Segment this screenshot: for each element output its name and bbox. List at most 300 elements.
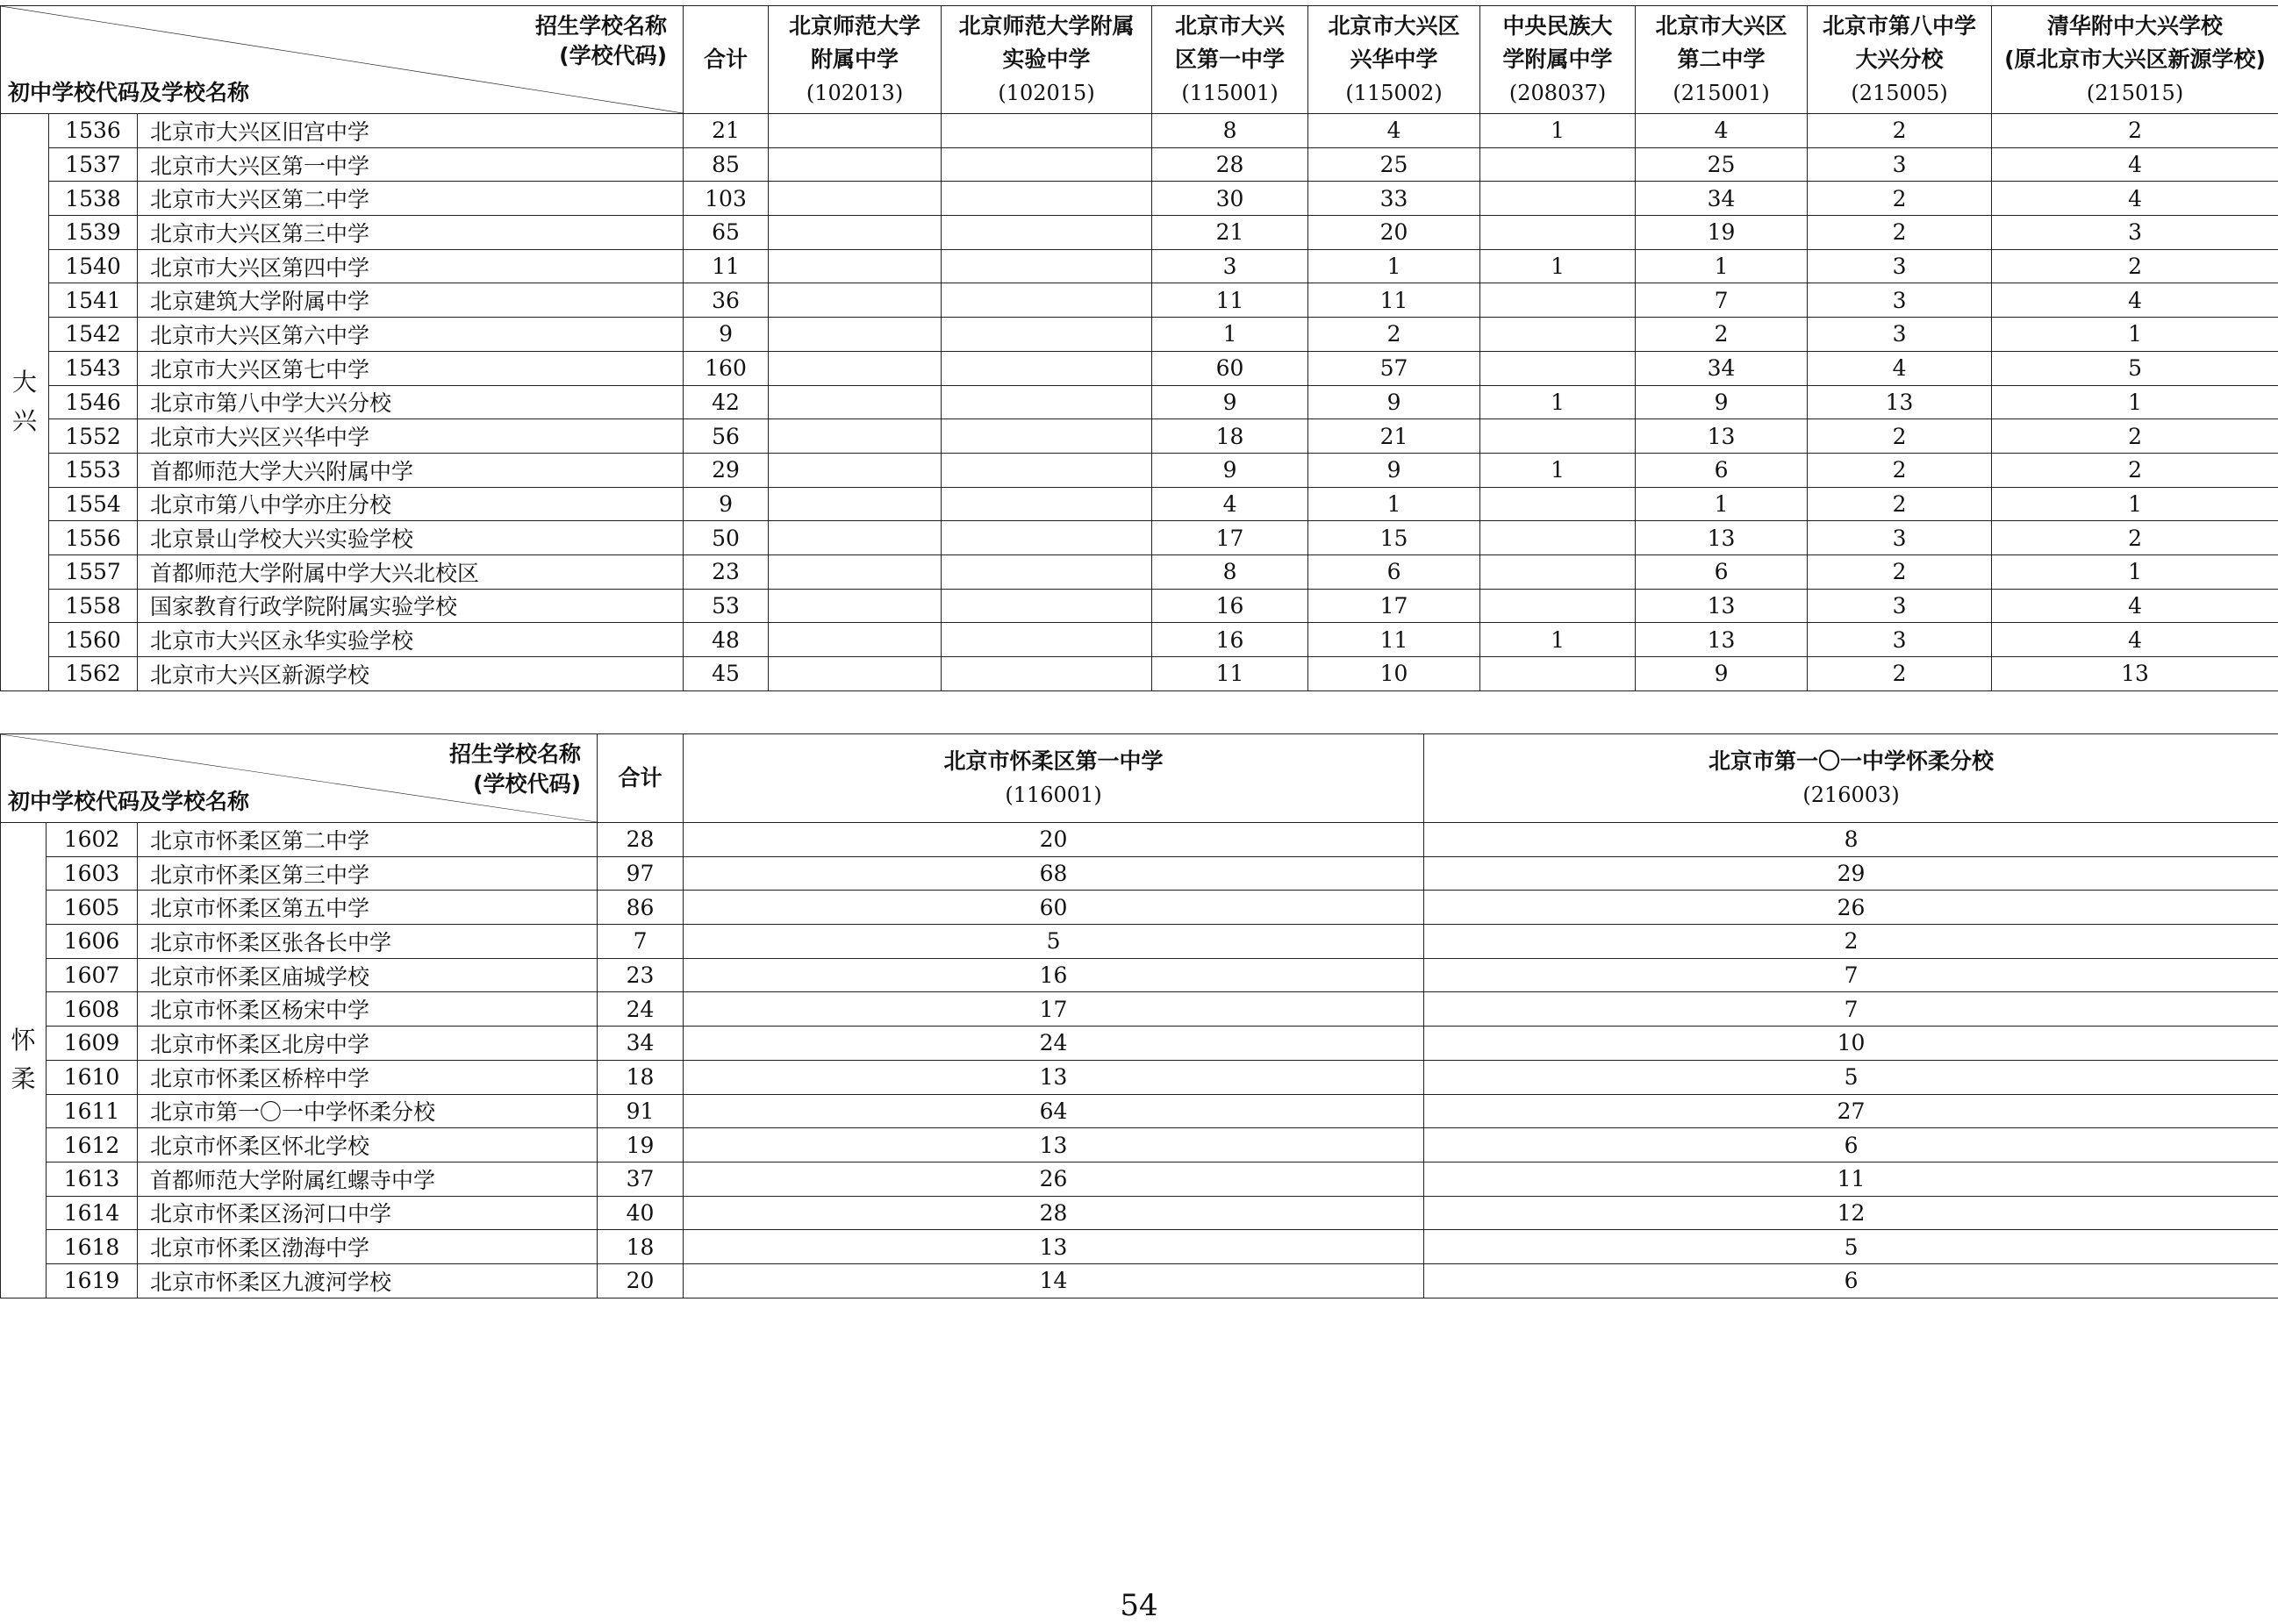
school-name-line: 第二中学 bbox=[1677, 47, 1766, 72]
quota-cell: 4 bbox=[1636, 114, 1808, 148]
school-code-cell: 1539 bbox=[49, 216, 138, 250]
school-name-line: 北京师范大学 bbox=[789, 13, 921, 39]
quota-cell: 3 bbox=[1808, 147, 1992, 182]
total-cell: 24 bbox=[598, 992, 684, 1027]
school-name-line: 清华附中大兴学校 bbox=[2047, 13, 2224, 39]
table-row bbox=[1, 1027, 2278, 1061]
school-name-line: 大兴分校 bbox=[1855, 47, 1944, 72]
school-column-header bbox=[1308, 6, 1480, 114]
quota-cell: 1 bbox=[1480, 249, 1636, 283]
quota-cell: 1 bbox=[1992, 385, 2278, 419]
school-code-cell: 1562 bbox=[49, 657, 138, 691]
quota-cell bbox=[769, 283, 942, 318]
school-name-cell: 北京市怀柔区张各长中学 bbox=[138, 925, 598, 959]
district-char: 怀 bbox=[11, 1026, 36, 1055]
quota-cell: 7 bbox=[1424, 958, 2278, 992]
quota-cell: 4 bbox=[1992, 589, 2278, 623]
quota-cell: 2 bbox=[1808, 487, 1992, 521]
quota-cell bbox=[769, 487, 942, 521]
quota-cell: 4 bbox=[1992, 182, 2278, 216]
total-cell: 65 bbox=[684, 216, 769, 250]
school-name-cell: 北京市大兴区第三中学 bbox=[138, 216, 684, 250]
quota-cell bbox=[942, 318, 1152, 352]
quota-cell: 11 bbox=[1308, 623, 1480, 657]
school-name-cell: 北京市怀柔区汤河口中学 bbox=[138, 1196, 598, 1230]
quota-cell bbox=[942, 453, 1152, 487]
quota-cell: 13 bbox=[1992, 657, 2278, 691]
total-cell: 42 bbox=[684, 385, 769, 419]
school-name-cell: 北京市怀柔区杨宋中学 bbox=[138, 992, 598, 1027]
quota-cell: 34 bbox=[1636, 182, 1808, 216]
quota-cell bbox=[769, 657, 942, 691]
quota-cell: 2 bbox=[1992, 114, 2278, 148]
school-name-cell: 北京市怀柔区九渡河学校 bbox=[138, 1263, 598, 1298]
quota-cell: 16 bbox=[684, 958, 1424, 992]
school-name-line: 附属中学 bbox=[811, 47, 899, 72]
quota-cell: 25 bbox=[1308, 147, 1480, 182]
table-row bbox=[1, 249, 2278, 283]
quota-cell: 7 bbox=[1636, 283, 1808, 318]
school-code: (102015) bbox=[998, 81, 1095, 105]
table-header-row bbox=[1, 734, 2278, 823]
quota-cell: 17 bbox=[1308, 589, 1480, 623]
quota-cell: 13 bbox=[1636, 521, 1808, 555]
quota-cell bbox=[769, 318, 942, 352]
quota-cell bbox=[942, 521, 1152, 555]
school-code-cell: 1618 bbox=[47, 1230, 138, 1264]
quota-cell: 3 bbox=[1808, 283, 1992, 318]
total-cell: 9 bbox=[684, 487, 769, 521]
quota-cell: 21 bbox=[1308, 419, 1480, 454]
total-cell: 86 bbox=[598, 891, 684, 925]
school-name-cell: 北京市大兴区旧宫中学 bbox=[138, 114, 684, 148]
school-name-line: 实验中学 bbox=[1002, 47, 1091, 72]
quota-cell bbox=[942, 554, 1152, 589]
table-row bbox=[1, 216, 2278, 250]
quota-cell: 17 bbox=[684, 992, 1424, 1027]
total-cell: 91 bbox=[598, 1094, 684, 1128]
school-name-cell: 首都师范大学大兴附属中学 bbox=[138, 453, 684, 487]
quota-cell: 9 bbox=[1308, 453, 1480, 487]
table-row bbox=[1, 823, 2278, 857]
quota-cell bbox=[942, 657, 1152, 691]
quota-cell: 4 bbox=[1308, 114, 1480, 148]
school-name-cell: 北京市怀柔区怀北学校 bbox=[138, 1128, 598, 1163]
quota-cell: 7 bbox=[1424, 992, 2278, 1027]
school-name-cell: 北京市第一〇一中学怀柔分校 bbox=[138, 1094, 598, 1128]
quota-cell bbox=[942, 589, 1152, 623]
total-cell: 50 bbox=[684, 521, 769, 555]
school-code-cell: 1613 bbox=[47, 1162, 138, 1196]
quota-cell: 3 bbox=[1808, 249, 1992, 283]
total-cell: 85 bbox=[684, 147, 769, 182]
table-row bbox=[1, 554, 2278, 589]
table-row bbox=[1, 1094, 2278, 1128]
quota-cell: 3 bbox=[1808, 589, 1992, 623]
school-name-line: 中央民族大 bbox=[1502, 13, 1613, 39]
quota-cell bbox=[942, 283, 1152, 318]
table-row bbox=[1, 891, 2278, 925]
school-code-cell: 1558 bbox=[49, 589, 138, 623]
school-code-cell: 1543 bbox=[49, 351, 138, 385]
school-column-header bbox=[1992, 6, 2278, 114]
quota-cell bbox=[942, 216, 1152, 250]
table-row bbox=[1, 1128, 2278, 1163]
quota-cell bbox=[942, 182, 1152, 216]
quota-cell: 3 bbox=[1992, 216, 2278, 250]
quota-cell: 10 bbox=[1424, 1027, 2278, 1061]
quota-cell bbox=[769, 147, 942, 182]
school-name-line: 北京市第八中学 bbox=[1823, 13, 1977, 39]
school-name-line: 北京市大兴区 bbox=[1655, 13, 1787, 39]
quota-cell bbox=[769, 216, 942, 250]
total-cell: 11 bbox=[684, 249, 769, 283]
school-name-cell: 北京市大兴区新源学校 bbox=[138, 657, 684, 691]
quota-cell: 6 bbox=[1636, 453, 1808, 487]
school-name-cell: 北京市大兴区第一中学 bbox=[138, 147, 684, 182]
total-cell: 29 bbox=[684, 453, 769, 487]
total-cell: 160 bbox=[684, 351, 769, 385]
school-name-line: 北京市大兴 bbox=[1175, 13, 1286, 39]
school-code: (216003) bbox=[1802, 783, 1900, 807]
school-code: (102013) bbox=[806, 81, 904, 105]
quota-cell bbox=[769, 182, 942, 216]
school-name-cell: 北京景山学校大兴实验学校 bbox=[138, 521, 684, 555]
quota-cell: 3 bbox=[1152, 249, 1308, 283]
district-char: 兴 bbox=[11, 406, 37, 436]
quota-cell: 64 bbox=[684, 1094, 1424, 1128]
quota-cell: 60 bbox=[684, 891, 1424, 925]
school-column-header bbox=[1808, 6, 1992, 114]
school-code: (115001) bbox=[1181, 81, 1279, 105]
quota-cell: 2 bbox=[1992, 249, 2278, 283]
school-code-cell: 1612 bbox=[47, 1128, 138, 1163]
school-code-cell: 1607 bbox=[47, 958, 138, 992]
table-row bbox=[1, 419, 2278, 454]
total-cell: 36 bbox=[684, 283, 769, 318]
school-name-cell: 北京市怀柔区桥梓中学 bbox=[138, 1060, 598, 1094]
quota-cell: 6 bbox=[1308, 554, 1480, 589]
table-row bbox=[1, 182, 2278, 216]
total-cell: 9 bbox=[684, 318, 769, 352]
quota-cell bbox=[942, 623, 1152, 657]
table-row bbox=[1, 856, 2278, 891]
total-header: 合计 bbox=[598, 734, 684, 823]
quota-cell: 33 bbox=[1308, 182, 1480, 216]
quota-cell: 26 bbox=[1424, 891, 2278, 925]
quota-cell: 3 bbox=[1808, 318, 1992, 352]
school-column-header bbox=[1152, 6, 1308, 114]
page-number: 54 bbox=[1120, 1588, 1158, 1623]
school-name-line: 北京师范大学附属 bbox=[958, 13, 1135, 39]
school-name-cell: 北京市大兴区第七中学 bbox=[138, 351, 684, 385]
quota-cell bbox=[1480, 147, 1636, 182]
corner-header bbox=[1, 6, 684, 114]
quota-cell bbox=[1480, 216, 1636, 250]
quota-cell bbox=[769, 453, 942, 487]
school-name-cell: 北京市大兴区第二中学 bbox=[138, 182, 684, 216]
quota-cell: 16 bbox=[1152, 589, 1308, 623]
school-column-header bbox=[1480, 6, 1636, 114]
school-code-cell: 1553 bbox=[49, 453, 138, 487]
table-row bbox=[1, 623, 2278, 657]
quota-cell: 11 bbox=[1152, 657, 1308, 691]
total-cell: 21 bbox=[684, 114, 769, 148]
school-code-cell: 1602 bbox=[47, 823, 138, 857]
school-name-line: 兴华中学 bbox=[1350, 47, 1438, 72]
quota-cell bbox=[769, 385, 942, 419]
quota-cell: 10 bbox=[1308, 657, 1480, 691]
school-code-cell: 1609 bbox=[47, 1027, 138, 1061]
total-cell: 20 bbox=[598, 1263, 684, 1298]
school-code-cell: 1554 bbox=[49, 487, 138, 521]
total-cell: 19 bbox=[598, 1128, 684, 1163]
table-row bbox=[1, 657, 2278, 691]
quota-cell: 1 bbox=[1480, 453, 1636, 487]
quota-cell: 1 bbox=[1636, 249, 1808, 283]
quota-cell: 28 bbox=[684, 1196, 1424, 1230]
total-header: 合计 bbox=[684, 6, 769, 114]
quota-cell bbox=[769, 419, 942, 454]
quota-cell: 1 bbox=[1636, 487, 1808, 521]
school-code-cell: 1552 bbox=[49, 419, 138, 454]
quota-cell: 9 bbox=[1636, 385, 1808, 419]
table-row bbox=[1, 1230, 2278, 1264]
table-row bbox=[1, 114, 2278, 148]
quota-cell: 13 bbox=[1636, 623, 1808, 657]
quota-cell: 1 bbox=[1480, 623, 1636, 657]
quota-cell: 13 bbox=[684, 1128, 1424, 1163]
school-code: (215015) bbox=[2086, 81, 2184, 105]
corner-top-label: 招生学校名称 (学校代码) bbox=[535, 13, 668, 68]
quota-cell: 2 bbox=[1808, 216, 1992, 250]
school-code-cell: 1541 bbox=[49, 283, 138, 318]
district-char: 柔 bbox=[11, 1064, 36, 1094]
table-row bbox=[1, 147, 2278, 182]
quota-cell: 13 bbox=[1636, 419, 1808, 454]
quota-cell: 13 bbox=[684, 1230, 1424, 1264]
table-row bbox=[1, 283, 2278, 318]
quota-cell: 11 bbox=[1308, 283, 1480, 318]
school-column-header bbox=[942, 6, 1152, 114]
quota-cell: 68 bbox=[684, 856, 1424, 891]
total-cell: 56 bbox=[684, 419, 769, 454]
school-name-cell: 北京市怀柔区庙城学校 bbox=[138, 958, 598, 992]
daxing-allocation-table bbox=[0, 5, 2278, 691]
quota-cell bbox=[769, 114, 942, 148]
school-code: (115002) bbox=[1345, 81, 1443, 105]
quota-cell: 4 bbox=[1152, 487, 1308, 521]
school-code-cell: 1536 bbox=[49, 114, 138, 148]
quota-cell: 18 bbox=[1152, 419, 1308, 454]
table-row bbox=[1, 1263, 2278, 1298]
quota-cell: 20 bbox=[684, 823, 1424, 857]
school-code-cell: 1537 bbox=[49, 147, 138, 182]
total-cell: 103 bbox=[684, 182, 769, 216]
quota-cell: 1 bbox=[1308, 249, 1480, 283]
quota-cell: 6 bbox=[1424, 1128, 2278, 1163]
quota-cell bbox=[1480, 589, 1636, 623]
huairou-allocation-table bbox=[0, 733, 2278, 1298]
total-cell: 7 bbox=[598, 925, 684, 959]
district-label bbox=[1, 823, 47, 1298]
total-cell: 40 bbox=[598, 1196, 684, 1230]
school-name-cell: 北京市怀柔区第三中学 bbox=[138, 856, 598, 891]
school-code-cell: 1546 bbox=[49, 385, 138, 419]
quota-cell: 57 bbox=[1308, 351, 1480, 385]
school-name-cell: 北京市大兴区第六中学 bbox=[138, 318, 684, 352]
quota-cell: 1 bbox=[1480, 114, 1636, 148]
total-cell: 48 bbox=[684, 623, 769, 657]
quota-cell: 9 bbox=[1308, 385, 1480, 419]
quota-cell bbox=[942, 351, 1152, 385]
quota-cell: 1 bbox=[1992, 487, 2278, 521]
quota-cell: 13 bbox=[1636, 589, 1808, 623]
table-row bbox=[1, 958, 2278, 992]
quota-cell: 16 bbox=[1152, 623, 1308, 657]
school-code-cell: 1538 bbox=[49, 182, 138, 216]
corner-bottom-label: 初中学校代码及学校名称 bbox=[8, 789, 250, 814]
quota-cell bbox=[769, 351, 942, 385]
quota-cell: 29 bbox=[1424, 856, 2278, 891]
school-name-cell: 北京市大兴区兴华中学 bbox=[138, 419, 684, 454]
school-code-cell: 1542 bbox=[49, 318, 138, 352]
quota-cell bbox=[1480, 487, 1636, 521]
school-name-cell: 首都师范大学附属红螺寺中学 bbox=[138, 1162, 598, 1196]
quota-cell: 2 bbox=[1308, 318, 1480, 352]
quota-cell: 24 bbox=[684, 1027, 1424, 1061]
total-cell: 45 bbox=[684, 657, 769, 691]
corner-header bbox=[1, 734, 598, 823]
quota-cell: 2 bbox=[1992, 419, 2278, 454]
quota-cell: 2 bbox=[1808, 453, 1992, 487]
quota-cell: 2 bbox=[1808, 554, 1992, 589]
school-code-cell: 1540 bbox=[49, 249, 138, 283]
quota-cell: 30 bbox=[1152, 182, 1308, 216]
table-row bbox=[1, 1196, 2278, 1230]
school-code-cell: 1614 bbox=[47, 1196, 138, 1230]
quota-cell bbox=[942, 487, 1152, 521]
quota-cell bbox=[942, 419, 1152, 454]
quota-cell: 8 bbox=[1424, 823, 2278, 857]
quota-cell: 28 bbox=[1152, 147, 1308, 182]
table-row bbox=[1, 351, 2278, 385]
quota-cell: 1 bbox=[1992, 554, 2278, 589]
quota-cell: 27 bbox=[1424, 1094, 2278, 1128]
school-code-cell: 1605 bbox=[47, 891, 138, 925]
quota-cell: 17 bbox=[1152, 521, 1308, 555]
table-row bbox=[1, 589, 2278, 623]
quota-cell: 21 bbox=[1152, 216, 1308, 250]
school-name-line: 学附属中学 bbox=[1502, 47, 1613, 72]
total-cell: 18 bbox=[598, 1060, 684, 1094]
table-row bbox=[1, 1060, 2278, 1094]
school-column-header bbox=[684, 734, 1424, 823]
school-code-cell: 1611 bbox=[47, 1094, 138, 1128]
quota-cell: 9 bbox=[1152, 453, 1308, 487]
school-name-line: 北京市第一〇一中学怀柔分校 bbox=[1708, 748, 1995, 774]
quota-cell: 2 bbox=[1808, 114, 1992, 148]
quota-cell: 4 bbox=[1992, 283, 2278, 318]
table-row bbox=[1, 925, 2278, 959]
quota-cell bbox=[1480, 283, 1636, 318]
quota-cell: 5 bbox=[1424, 1230, 2278, 1264]
quota-cell bbox=[1480, 657, 1636, 691]
school-name-cell: 北京市大兴区第四中学 bbox=[138, 249, 684, 283]
quota-cell: 2 bbox=[1992, 521, 2278, 555]
quota-cell: 15 bbox=[1308, 521, 1480, 555]
quota-cell: 5 bbox=[1992, 351, 2278, 385]
table-header-row bbox=[1, 6, 2278, 114]
school-name-line: 区第一中学 bbox=[1175, 47, 1286, 72]
quota-cell: 12 bbox=[1424, 1196, 2278, 1230]
quota-cell: 8 bbox=[1152, 554, 1308, 589]
quota-cell: 1 bbox=[1152, 318, 1308, 352]
quota-cell bbox=[769, 589, 942, 623]
quota-cell: 13 bbox=[684, 1060, 1424, 1094]
quota-cell: 9 bbox=[1152, 385, 1308, 419]
quota-cell: 2 bbox=[1636, 318, 1808, 352]
quota-cell: 2 bbox=[1808, 657, 1992, 691]
quota-cell: 13 bbox=[1808, 385, 1992, 419]
quota-cell: 11 bbox=[1152, 283, 1308, 318]
school-name-cell: 北京市怀柔区第五中学 bbox=[138, 891, 598, 925]
school-code-cell: 1608 bbox=[47, 992, 138, 1027]
school-code: (116001) bbox=[1005, 783, 1102, 807]
total-cell: 18 bbox=[598, 1230, 684, 1264]
school-name-cell: 北京市第八中学大兴分校 bbox=[138, 385, 684, 419]
quota-cell: 9 bbox=[1636, 657, 1808, 691]
quota-cell: 1 bbox=[1992, 318, 2278, 352]
school-name-cell: 北京市大兴区永华实验学校 bbox=[138, 623, 684, 657]
school-name-cell: 首都师范大学附属中学大兴北校区 bbox=[138, 554, 684, 589]
quota-cell: 5 bbox=[684, 925, 1424, 959]
quota-cell bbox=[769, 554, 942, 589]
table-row bbox=[1, 487, 2278, 521]
table-row bbox=[1, 385, 2278, 419]
school-code-cell: 1560 bbox=[49, 623, 138, 657]
quota-cell: 4 bbox=[1808, 351, 1992, 385]
school-code-cell: 1603 bbox=[47, 856, 138, 891]
quota-cell bbox=[942, 147, 1152, 182]
school-name-cell: 北京市怀柔区第二中学 bbox=[138, 823, 598, 857]
district-label bbox=[1, 114, 49, 691]
table-row bbox=[1, 1162, 2278, 1196]
quota-cell: 25 bbox=[1636, 147, 1808, 182]
quota-cell bbox=[769, 623, 942, 657]
table-row bbox=[1, 453, 2278, 487]
quota-cell: 19 bbox=[1636, 216, 1808, 250]
school-column-header bbox=[1636, 6, 1808, 114]
total-cell: 23 bbox=[684, 554, 769, 589]
quota-cell: 6 bbox=[1424, 1263, 2278, 1298]
total-cell: 97 bbox=[598, 856, 684, 891]
quota-cell bbox=[942, 114, 1152, 148]
table-row bbox=[1, 521, 2278, 555]
quota-cell: 6 bbox=[1636, 554, 1808, 589]
school-code-cell: 1556 bbox=[49, 521, 138, 555]
quota-cell bbox=[1480, 521, 1636, 555]
total-cell: 37 bbox=[598, 1162, 684, 1196]
quota-cell bbox=[1480, 419, 1636, 454]
school-code: (215005) bbox=[1851, 81, 1948, 105]
school-code-cell: 1610 bbox=[47, 1060, 138, 1094]
district-char: 大 bbox=[11, 368, 37, 397]
quota-cell: 4 bbox=[1992, 623, 2278, 657]
quota-cell bbox=[1480, 554, 1636, 589]
quota-cell: 8 bbox=[1152, 114, 1308, 148]
quota-cell: 1 bbox=[1308, 487, 1480, 521]
